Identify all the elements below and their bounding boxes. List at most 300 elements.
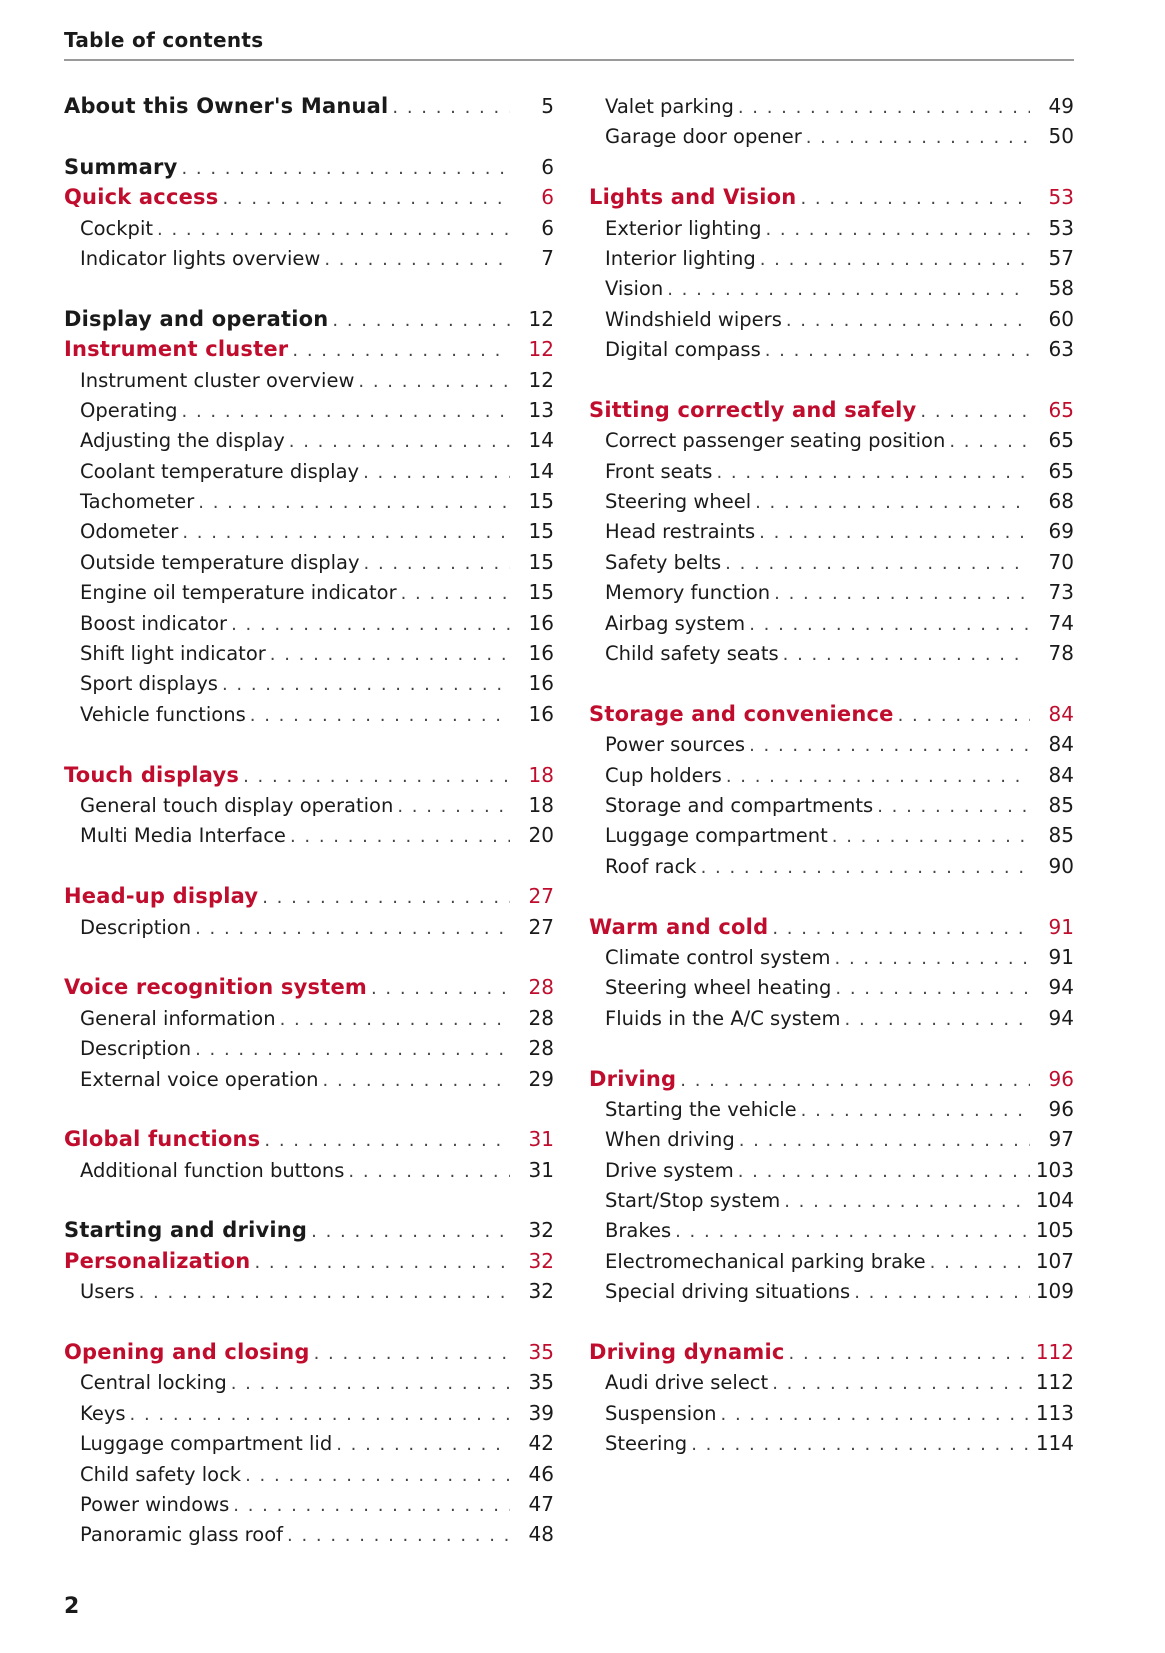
- toc-entry-page: 29: [528, 1066, 554, 1091]
- toc-entry-instrument-cluster-overview[interactable]: [64, 365, 554, 395]
- dot-leader: [783, 640, 1030, 670]
- toc-entry-adjusting-the-display[interactable]: [64, 425, 554, 455]
- page-header: [64, 28, 1074, 61]
- toc-entry-page: 70: [1048, 549, 1074, 574]
- toc-entry-description[interactable]: [64, 1033, 554, 1063]
- toc-entry-page: 97: [1048, 1127, 1074, 1152]
- toc-entry-additional-function-buttons[interactable]: [64, 1155, 554, 1185]
- toc-entry-steering[interactable]: [589, 1428, 1074, 1458]
- toc-entry-label: Steering: [605, 1432, 688, 1456]
- dot-leader: [139, 1278, 510, 1308]
- toc-entry-page: 68: [1048, 489, 1074, 514]
- toc-entry-luggage-compartment[interactable]: [589, 820, 1074, 850]
- toc-entry-label: Vision: [605, 277, 664, 301]
- toc-entry-label: Steering wheel heating: [605, 976, 832, 1000]
- dot-leader: [772, 1369, 1030, 1399]
- toc-entry-label: Windshield wipers: [605, 307, 782, 331]
- toc-entry-start-stop-system[interactable]: [589, 1185, 1074, 1215]
- toc-entry-label: Instrument cluster overview: [80, 368, 355, 392]
- toc-entry-external-voice-operation[interactable]: [64, 1064, 554, 1094]
- toc-entry-shift-light-indicator[interactable]: [64, 638, 554, 668]
- toc-entry-engine-oil-temperature-indicator[interactable]: [64, 577, 554, 607]
- dot-leader: [716, 458, 1030, 488]
- toc-entry-label: Panoramic glass roof: [80, 1523, 283, 1547]
- toc-entry-page: 15: [528, 549, 554, 574]
- dot-leader: [772, 914, 1030, 944]
- toc-entry-label: Voice recognition system: [64, 975, 367, 1000]
- toc-entry-odometer[interactable]: [64, 516, 554, 546]
- toc-entry-page: 103: [1035, 1157, 1074, 1182]
- toc-entry-page: 91: [1048, 944, 1074, 969]
- toc-entry-page: 73: [1048, 580, 1074, 605]
- dot-leader: [749, 610, 1030, 640]
- dot-leader: [181, 154, 510, 184]
- toc-entry-page: 28: [528, 1005, 554, 1030]
- toc-entry-head-up-display[interactable]: [64, 881, 554, 911]
- toc-entry-page: 39: [528, 1400, 554, 1425]
- dot-leader: [675, 1217, 1030, 1247]
- toc-entry-page: 18: [528, 762, 554, 787]
- toc-entry-page: 20: [528, 823, 554, 848]
- dot-leader: [289, 427, 510, 457]
- dot-leader: [222, 670, 510, 700]
- toc-entry-page: 50: [1048, 124, 1074, 149]
- dot-leader: [691, 1430, 1030, 1460]
- toc-entry-boost-indicator[interactable]: [64, 608, 554, 638]
- toc-entry-label: Boost indicator: [80, 611, 228, 635]
- dot-leader: [231, 1369, 510, 1399]
- toc-entry-cup-holders[interactable]: [589, 760, 1074, 790]
- toc-entry-page: 69: [1048, 519, 1074, 544]
- dot-leader: [245, 1461, 510, 1491]
- dot-leader: [397, 792, 510, 822]
- dot-leader: [680, 1066, 1030, 1096]
- toc-entry-digital-compass[interactable]: [589, 334, 1074, 364]
- toc-entry-child-safety-lock[interactable]: [64, 1459, 554, 1489]
- toc-entry-luggage-compartment-lid[interactable]: [64, 1428, 554, 1458]
- toc-entry-vehicle-functions[interactable]: [64, 699, 554, 729]
- toc-entry-page: 85: [1048, 823, 1074, 848]
- toc-entry-label: Climate control system: [605, 945, 831, 969]
- dot-leader: [774, 579, 1030, 609]
- dot-leader: [233, 1491, 510, 1521]
- dot-leader: [182, 518, 510, 548]
- toc-entry-roof-rack[interactable]: [589, 851, 1074, 881]
- toc-entry-label: Correct passenger seating position: [605, 429, 946, 453]
- toc-entry-label: Steering wheel: [605, 490, 752, 514]
- toc-entry-label: About this Owner's Manual: [64, 94, 389, 118]
- toc-entry-page: 16: [528, 610, 554, 635]
- toc-entry-label: Interior lighting: [605, 246, 756, 270]
- toc-entry-instrument-cluster[interactable]: [64, 334, 554, 364]
- toc-entry-keys[interactable]: [64, 1398, 554, 1428]
- dot-leader: [877, 792, 1030, 822]
- toc-entry-page: 35: [528, 1340, 554, 1365]
- toc-entry-valet-parking[interactable]: [589, 91, 1074, 121]
- dot-leader: [222, 184, 510, 214]
- dot-leader: [250, 701, 510, 731]
- toc-entry-page: 12: [528, 367, 554, 392]
- toc-entry-label: Opening and closing: [64, 1340, 310, 1365]
- dot-leader: [759, 518, 1030, 548]
- toc-entry-windshield-wipers[interactable]: [589, 304, 1074, 334]
- toc-entry-general-touch-display-operation[interactable]: [64, 790, 554, 820]
- toc-entry-page: 28: [528, 1036, 554, 1061]
- toc-entry-page: 42: [528, 1431, 554, 1456]
- dot-leader: [231, 610, 510, 640]
- dot-leader: [949, 427, 1030, 457]
- toc-entry-page: 16: [528, 641, 554, 666]
- toc-entry-sitting-correctly-and-safely[interactable]: [589, 395, 1074, 425]
- toc-entry-driving[interactable]: [589, 1064, 1074, 1094]
- toc-entry-page: 12: [528, 306, 554, 331]
- toc-entry-label: Coolant temperature display: [80, 459, 360, 483]
- toc-entry-label: General touch display operation: [80, 793, 394, 817]
- toc-entry-operating[interactable]: [64, 395, 554, 425]
- toc-entry-climate-control-system[interactable]: [589, 942, 1074, 972]
- dot-leader: [290, 822, 510, 852]
- dot-leader: [749, 731, 1030, 761]
- toc-entry-label: Luggage compartment: [605, 824, 828, 848]
- toc-entry-page: 113: [1035, 1400, 1074, 1425]
- toc-entry-label: Sport displays: [80, 672, 218, 696]
- toc-entry-label: Multi Media Interface: [80, 824, 286, 848]
- dot-leader: [336, 1430, 510, 1460]
- toc-entry-page: 15: [528, 519, 554, 544]
- toc-entry-label: Memory function: [605, 581, 771, 605]
- toc-entry-label: Keys: [80, 1401, 126, 1425]
- dot-leader: [364, 549, 510, 579]
- dot-leader: [721, 1400, 1030, 1430]
- toc-entry-label: Touch displays: [64, 762, 240, 787]
- toc-entry-label: Garage door opener: [605, 125, 802, 149]
- toc-entry-page: 107: [1035, 1248, 1074, 1273]
- toc-entry-page: 7: [541, 245, 554, 270]
- toc-entry-summary[interactable]: [64, 152, 554, 182]
- toc-entry-label: Quick access: [64, 185, 219, 210]
- toc-entry-page: 16: [528, 701, 554, 726]
- dot-leader: [755, 488, 1030, 518]
- dot-leader: [701, 853, 1030, 883]
- toc-entry-page: 35: [528, 1370, 554, 1395]
- dot-leader: [765, 215, 1030, 245]
- dot-leader: [287, 1521, 510, 1551]
- dot-leader: [401, 579, 510, 609]
- toc-entry-brakes[interactable]: [589, 1215, 1074, 1245]
- toc-entry-page: 15: [528, 580, 554, 605]
- toc-entry-page: 27: [528, 914, 554, 939]
- toc-entry-power-sources[interactable]: [589, 729, 1074, 759]
- dot-leader: [392, 93, 510, 123]
- toc-entry-page: 53: [1048, 215, 1074, 240]
- toc-entry-opening-and-closing[interactable]: [64, 1337, 554, 1367]
- toc-entry-suspension[interactable]: [589, 1398, 1074, 1428]
- toc-entry-label: Child safety seats: [605, 642, 779, 666]
- toc-entry-page: 14: [528, 428, 554, 453]
- toc-entry-label: Odometer: [80, 520, 179, 544]
- toc-entry-label: Special driving situations: [605, 1280, 851, 1304]
- toc-entry-page: 48: [528, 1522, 554, 1547]
- toc-entry-about-this-owner-s-manual[interactable]: [64, 91, 554, 121]
- toc-entry-page: 6: [541, 215, 554, 240]
- toc-entry-coolant-temperature-display[interactable]: [64, 456, 554, 486]
- dot-leader: [726, 762, 1030, 792]
- dot-leader: [854, 1278, 1030, 1308]
- toc-entry-power-windows[interactable]: [64, 1489, 554, 1519]
- dot-leader: [835, 974, 1030, 1004]
- toc-entry-label: Description: [80, 915, 192, 939]
- dot-leader: [725, 549, 1030, 579]
- toc-entry-page: 105: [1035, 1218, 1074, 1243]
- toc-entry-personalization[interactable]: [64, 1246, 554, 1276]
- toc-entry-label: When driving: [605, 1128, 735, 1152]
- toc-entry-description[interactable]: [64, 912, 554, 942]
- dot-leader: [198, 488, 510, 518]
- dot-leader: [314, 1339, 510, 1369]
- dot-leader: [760, 245, 1030, 275]
- toc-entry-label: External voice operation: [80, 1067, 319, 1091]
- page-number: 2: [64, 1594, 80, 1619]
- toc-entry-fluids-in-the-a-c-system[interactable]: [589, 1003, 1074, 1033]
- toc-entry-memory-function[interactable]: [589, 577, 1074, 607]
- toc-entry-interior-lighting[interactable]: [589, 243, 1074, 273]
- toc-entry-lights-and-vision[interactable]: [589, 182, 1074, 212]
- toc-entry-page: 65: [1048, 458, 1074, 483]
- toc-entry-storage-and-compartments[interactable]: [589, 790, 1074, 820]
- dot-leader: [739, 1126, 1030, 1156]
- toc-entry-label: Start/Stop system: [605, 1189, 781, 1213]
- toc-entry-child-safety-seats[interactable]: [589, 638, 1074, 668]
- toc-entry-multi-media-interface[interactable]: [64, 820, 554, 850]
- toc-entry-page: 112: [1035, 1370, 1074, 1395]
- toc-entry-page: 31: [528, 1127, 554, 1152]
- dot-leader: [786, 306, 1030, 336]
- dot-leader: [195, 1035, 510, 1065]
- toc-entry-touch-displays[interactable]: [64, 760, 554, 790]
- toc-entry-label: Airbag system: [605, 611, 746, 635]
- toc-entry-page: 84: [1048, 732, 1074, 757]
- dot-leader: [243, 762, 510, 792]
- toc-entry-sport-displays[interactable]: [64, 668, 554, 698]
- toc-entry-page: 53: [1048, 185, 1074, 210]
- dot-leader: [280, 1005, 510, 1035]
- toc-entry-page: 90: [1048, 853, 1074, 878]
- toc-entry-head-restraints[interactable]: [589, 516, 1074, 546]
- toc-entry-label: Digital compass: [605, 338, 761, 362]
- toc-entry-label: Shift light indicator: [80, 642, 266, 666]
- toc-entry-page: 28: [528, 975, 554, 1000]
- toc-entry-label: Central locking: [80, 1371, 227, 1395]
- toc-entry-safety-belts[interactable]: [589, 547, 1074, 577]
- toc-left-column: [64, 91, 554, 1550]
- page-title: Table of contents: [64, 28, 264, 52]
- toc-entry-label: Front seats: [605, 459, 713, 483]
- dot-leader: [738, 93, 1030, 123]
- toc-entry-page: 6: [541, 185, 554, 210]
- toc-entry-label: Operating: [80, 398, 178, 422]
- toc-entry-page: 91: [1048, 914, 1074, 939]
- toc-entry-voice-recognition-system[interactable]: [64, 972, 554, 1002]
- dot-leader: [262, 883, 510, 913]
- toc-entry-label: Personalization: [64, 1248, 251, 1273]
- toc-entry-page: 78: [1048, 641, 1074, 666]
- toc-entry-label: Storage and convenience: [589, 701, 894, 726]
- toc-entry-cockpit[interactable]: [64, 213, 554, 243]
- toc-entry-label: Description: [80, 1037, 192, 1061]
- toc-entry-label: Head restraints: [605, 520, 756, 544]
- dot-leader: [292, 336, 510, 366]
- toc-entry-page: 65: [1048, 397, 1074, 422]
- toc-entry-label: Drive system: [605, 1158, 734, 1182]
- toc-entry-page: 18: [528, 792, 554, 817]
- dot-leader: [332, 306, 510, 336]
- toc-entry-display-and-operation[interactable]: [64, 304, 554, 334]
- toc-entry-label: Tachometer: [80, 490, 195, 514]
- dot-leader: [667, 275, 1030, 305]
- dot-leader: [789, 1339, 1030, 1369]
- toc-entry-page: 32: [528, 1279, 554, 1304]
- toc-entry-front-seats[interactable]: [589, 456, 1074, 486]
- dot-leader: [835, 944, 1030, 974]
- toc-entry-page: 84: [1048, 701, 1074, 726]
- toc-entry-label: Power sources: [605, 733, 746, 757]
- toc-entry-label: Starting the vehicle: [605, 1097, 797, 1121]
- toc-entry-page: 109: [1035, 1279, 1074, 1304]
- toc-entry-global-functions[interactable]: [64, 1124, 554, 1154]
- toc-entry-vision[interactable]: [589, 273, 1074, 303]
- toc-entry-label: Audi drive select: [605, 1371, 769, 1395]
- toc-entry-page: 58: [1048, 276, 1074, 301]
- toc-entry-label: Electromechanical parking brake: [605, 1249, 926, 1273]
- toc-entry-label: Indicator lights overview: [80, 246, 321, 270]
- dot-leader: [195, 914, 510, 944]
- toc-entry-electromechanical-parking-brake[interactable]: [589, 1246, 1074, 1276]
- toc-entry-page: 112: [1035, 1340, 1074, 1365]
- dot-leader: [324, 245, 510, 275]
- toc-entry-page: 74: [1048, 610, 1074, 635]
- toc-entry-storage-and-convenience[interactable]: [589, 699, 1074, 729]
- toc-entry-label: Brakes: [605, 1219, 672, 1243]
- dot-leader: [363, 458, 510, 488]
- dot-leader: [920, 397, 1030, 427]
- dot-leader: [930, 1248, 1030, 1278]
- dot-leader: [254, 1248, 510, 1278]
- toc-entry-page: 63: [1048, 337, 1074, 362]
- toc-entry-label: Luggage compartment lid: [80, 1432, 333, 1456]
- dot-leader: [371, 974, 510, 1004]
- toc-entry-tachometer[interactable]: [64, 486, 554, 516]
- toc-entry-label: Head-up display: [64, 884, 259, 909]
- toc-entry-page: 47: [528, 1491, 554, 1516]
- toc-entry-warm-and-cold[interactable]: [589, 912, 1074, 942]
- toc-entry-label: Sitting correctly and safely: [589, 397, 917, 422]
- toc-entry-indicator-lights-overview[interactable]: [64, 243, 554, 273]
- toc-entry-page: 49: [1048, 94, 1074, 118]
- dot-leader: [358, 367, 510, 397]
- toc-entry-steering-wheel-heating[interactable]: [589, 972, 1074, 1002]
- toc-entry-label: Display and operation: [64, 306, 329, 331]
- toc-entry-special-driving-situations[interactable]: [589, 1276, 1074, 1306]
- dot-leader: [832, 822, 1030, 852]
- toc-entry-page: 12: [528, 337, 554, 362]
- toc-entry-when-driving[interactable]: [589, 1124, 1074, 1154]
- toc-entry-page: 6: [541, 154, 554, 179]
- toc-entry-panoramic-glass-roof[interactable]: [64, 1519, 554, 1549]
- toc-entry-page: 14: [528, 458, 554, 483]
- toc-entry-steering-wheel[interactable]: [589, 486, 1074, 516]
- toc-entry-central-locking[interactable]: [64, 1367, 554, 1397]
- toc-entry-general-information[interactable]: [64, 1003, 554, 1033]
- dot-leader: [157, 215, 510, 245]
- toc-entry-label: Outside temperature display: [80, 550, 360, 574]
- toc-entry-airbag-system[interactable]: [589, 608, 1074, 638]
- toc-entry-page: 13: [528, 397, 554, 422]
- toc-entry-page: 16: [528, 671, 554, 696]
- toc-entry-label: General information: [80, 1006, 276, 1030]
- toc-entry-drive-system[interactable]: [589, 1155, 1074, 1185]
- dot-leader: [348, 1157, 510, 1187]
- dot-leader: [765, 336, 1030, 366]
- dot-leader: [784, 1187, 1030, 1217]
- toc-entry-page: 60: [1048, 306, 1074, 331]
- dot-leader: [130, 1400, 510, 1430]
- toc-entry-label: Cup holders: [605, 763, 722, 787]
- toc-entry-audi-drive-select[interactable]: [589, 1367, 1074, 1397]
- toc-entry-label: Fluids in the A/C system: [605, 1006, 841, 1030]
- dot-leader: [270, 640, 510, 670]
- toc-entry-starting-the-vehicle[interactable]: [589, 1094, 1074, 1124]
- toc-entry-label: Exterior lighting: [605, 216, 762, 240]
- toc-entry-label: Safety belts: [605, 550, 722, 574]
- toc-entry-label: Instrument cluster: [64, 337, 289, 362]
- toc-entry-correct-passenger-seating-position[interactable]: [589, 425, 1074, 455]
- dot-leader: [738, 1157, 1030, 1187]
- toc-entry-page: 5: [541, 94, 554, 118]
- toc-entry-page: 32: [528, 1248, 554, 1273]
- toc-right-column: [589, 91, 1074, 1459]
- toc-entry-page: 57: [1048, 245, 1074, 270]
- toc-entry-garage-door-opener[interactable]: [589, 121, 1074, 151]
- toc-entry-label: Engine oil temperature indicator: [80, 581, 397, 605]
- toc-entry-outside-temperature-display[interactable]: [64, 547, 554, 577]
- toc-entry-quick-access[interactable]: [64, 182, 554, 212]
- toc-entry-page: 96: [1048, 1096, 1074, 1121]
- toc-entry-label: Suspension: [605, 1401, 717, 1425]
- dot-leader: [800, 184, 1030, 214]
- toc-entry-page: 15: [528, 489, 554, 514]
- toc-entry-page: 96: [1048, 1066, 1074, 1091]
- toc-entry-users[interactable]: [64, 1276, 554, 1306]
- toc-entry-label: Summary: [64, 154, 178, 179]
- toc-entry-page: 46: [528, 1461, 554, 1486]
- toc-entry-label: Storage and compartments: [605, 793, 874, 817]
- toc-entry-starting-and-driving[interactable]: [64, 1215, 554, 1245]
- toc-entry-page: 114: [1035, 1431, 1074, 1456]
- toc-entry-page: 94: [1048, 1005, 1074, 1030]
- toc-entry-exterior-lighting[interactable]: [589, 213, 1074, 243]
- toc-entry-driving-dynamic[interactable]: [589, 1337, 1074, 1367]
- toc-entry-label: Child safety lock: [80, 1462, 242, 1486]
- toc-entry-label: Vehicle functions: [80, 702, 246, 726]
- toc-entry-page: 32: [528, 1218, 554, 1243]
- dot-leader: [182, 397, 511, 427]
- toc-entry-label: Cockpit: [80, 216, 154, 240]
- toc-entry-label: Power windows: [80, 1492, 230, 1516]
- toc-entry-page: 94: [1048, 975, 1074, 1000]
- toc-entry-page: 27: [528, 884, 554, 909]
- toc-entry-label: Valet parking: [605, 95, 734, 118]
- toc-entry-page: 65: [1048, 428, 1074, 453]
